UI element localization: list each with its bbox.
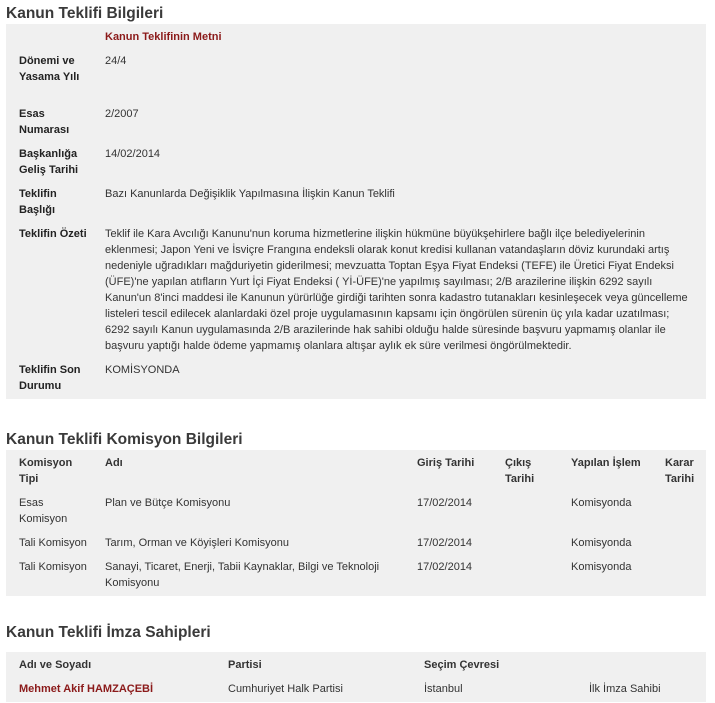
column-header: Karar Tarihi bbox=[657, 452, 704, 490]
bill-text-link[interactable]: Kanun Teklifinin Metni bbox=[105, 31, 222, 43]
commission-type: Tali Komisyon bbox=[8, 532, 95, 554]
commission-type: Esas Komisyon bbox=[8, 492, 95, 530]
commission-name: Tarım, Orman ve Köyişleri Komisyonu bbox=[97, 532, 407, 554]
column-header: Seçim Çevresi bbox=[416, 654, 579, 676]
decision-date bbox=[657, 492, 704, 530]
column-header bbox=[581, 654, 704, 676]
signer-name-link[interactable]: Mehmet Akif HAMZAÇEBİ bbox=[19, 683, 154, 695]
entry-date: 17/02/2014 bbox=[409, 492, 495, 530]
decision-date bbox=[657, 556, 704, 594]
table-row bbox=[8, 359, 704, 397]
row-value: Bazı Kanunlarda Değişiklik Yapılmasına İlişkin Kanun Teklifi bbox=[97, 183, 704, 221]
row-label: Dönemi ve Yasama Yılı bbox=[8, 50, 95, 101]
action: Komisyonda bbox=[563, 532, 655, 554]
row-label: Esas Numarası bbox=[8, 103, 95, 141]
signer-district: İstanbul bbox=[416, 678, 579, 700]
action: Komisyonda bbox=[563, 556, 655, 594]
table-row bbox=[8, 223, 704, 357]
row-value: 2/2007 bbox=[97, 103, 704, 141]
table-header-row bbox=[8, 452, 704, 490]
entry-date: 17/02/2014 bbox=[409, 556, 495, 594]
table-row bbox=[8, 556, 704, 594]
summary-text: Teklif ile Kara Avcılığı Kanunu'nun koruma hizmetlerine ilişkin hükmüne büyükşehirlere bağlı ilçe belediyelerinin eklenmesi; Japon Yeni ve İsviçre Frangına endeksli olarak konut kredisi kullanan vatandaşların döviz kurundaki artış nedeniyle uğradıkları mağduriyetin giderilmesi; mevzuatta Toptan Eşya Fiyat Endeksi (TEFE) ile Üretici Fiyat Endeksi (ÜFE)'ne yapılan atıfların Yurt İçi Fiyat Endeksi ( Yİ-ÜFE)'ne yapılmış sayılması; 2/B arazilerine ilişkin 6292 sayılı Kanun'un 8'inci maddesi ile Kanunun yürürlüğe girdiği tarihten sonra kadastro tutanakları kesinleşecek veya güncelleme listeleri tescil edilecek alanlardaki özel proje uygulamasının kapsamı için öngörülen sürenin üç yıla kadar uzatılması; 6292 sayılı Kanun uygulamasında 2/B arazilerinde hak sahibi olduğu halde süresinde başvuru yapmamış olanlar ile başvuru yaptığı halde ödeme yapmamış olanlara altışar aylık ek süre verilmesi öngörülmektedir. bbox=[97, 223, 704, 357]
row-value: 14/02/2014 bbox=[97, 143, 704, 181]
signer-role: İlk İmza Sahibi bbox=[581, 678, 704, 700]
column-header: Çıkış Tarihi bbox=[497, 452, 561, 490]
table-row bbox=[8, 103, 704, 141]
table-row bbox=[8, 678, 704, 700]
status-value: KOMİSYONDA bbox=[97, 359, 704, 397]
table-row bbox=[8, 50, 704, 101]
column-header: Komisyon Tipi bbox=[8, 452, 95, 490]
table-row bbox=[8, 26, 704, 48]
column-header: Partisi bbox=[220, 654, 414, 676]
table-row bbox=[8, 143, 704, 181]
row-label: Başkanlığa Geliş Tarihi bbox=[8, 143, 95, 181]
exit-date bbox=[497, 532, 561, 554]
signers-table bbox=[6, 652, 706, 702]
commission-table bbox=[6, 450, 706, 596]
commission-name: Sanayi, Ticaret, Enerji, Tabii Kaynaklar, Bilgi ve Teknoloji Komisyonu bbox=[97, 556, 407, 594]
entry-date: 17/02/2014 bbox=[409, 532, 495, 554]
row-label: Teklifin Son Durumu bbox=[8, 359, 95, 397]
column-header: Giriş Tarihi bbox=[409, 452, 495, 490]
table-header-row bbox=[8, 654, 704, 676]
info-section-title: Kanun Teklifi Bilgileri bbox=[6, 5, 164, 22]
column-header: Adı ve Soyadı bbox=[8, 654, 218, 676]
row-label: Teklifin Özeti bbox=[8, 223, 95, 357]
action: Komisyonda bbox=[563, 492, 655, 530]
table-row bbox=[8, 183, 704, 221]
column-header: Adı bbox=[97, 452, 407, 490]
exit-date bbox=[497, 556, 561, 594]
row-label: Teklifin Başlığı bbox=[8, 183, 95, 221]
commission-name: Plan ve Bütçe Komisyonu bbox=[97, 492, 407, 530]
table-row bbox=[8, 532, 704, 554]
signers-section-title: Kanun Teklifi İmza Sahipleri bbox=[6, 624, 211, 641]
table-row bbox=[8, 492, 704, 530]
commission-type: Tali Komisyon bbox=[8, 556, 95, 594]
signer-party: Cumhuriyet Halk Partisi bbox=[220, 678, 414, 700]
info-table bbox=[6, 24, 706, 399]
decision-date bbox=[657, 532, 704, 554]
column-header: Yapılan İşlem bbox=[563, 452, 655, 490]
row-value: 24/4 bbox=[97, 50, 704, 101]
commission-section-title: Kanun Teklifi Komisyon Bilgileri bbox=[6, 431, 243, 448]
exit-date bbox=[497, 492, 561, 530]
